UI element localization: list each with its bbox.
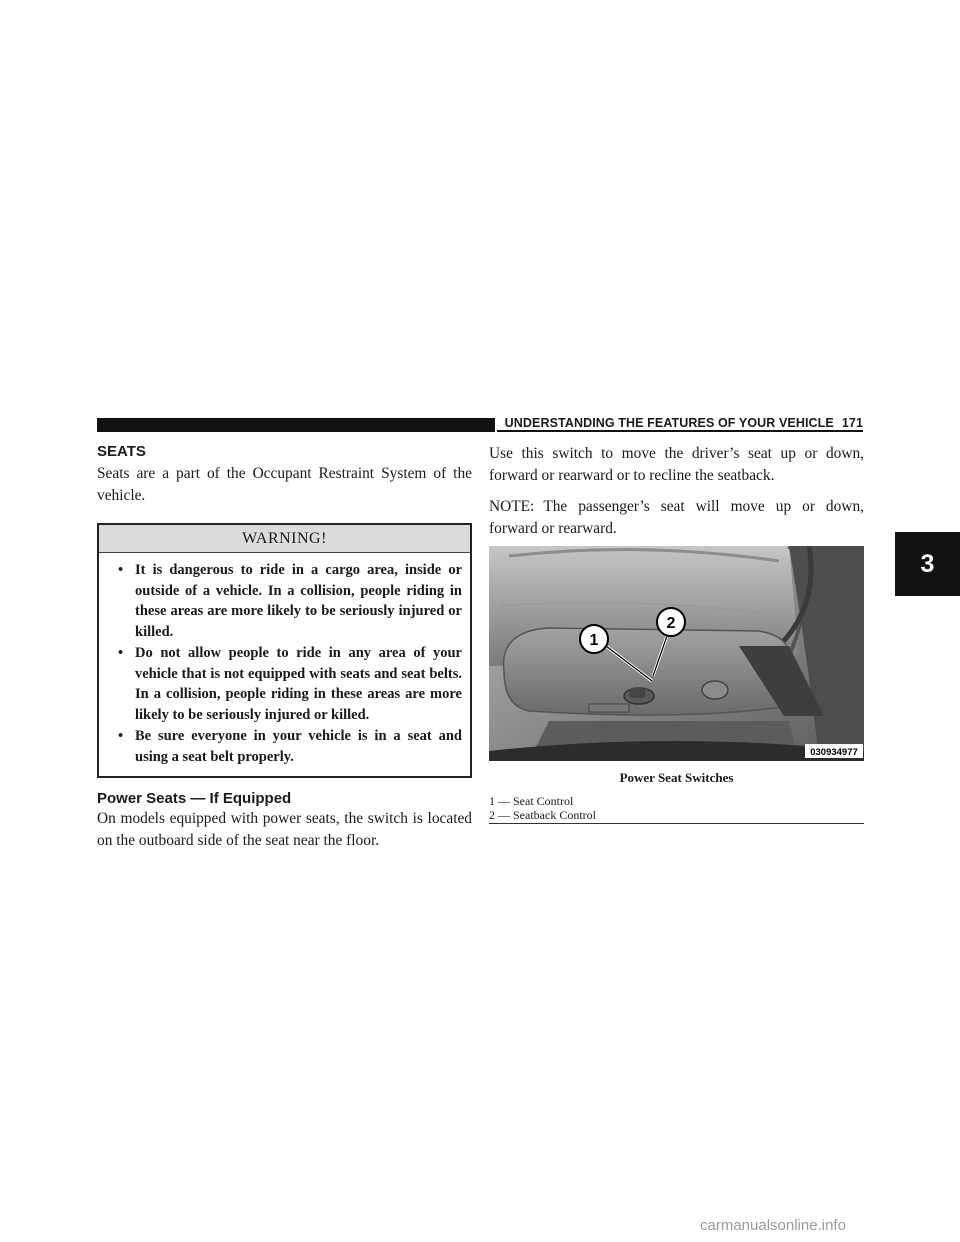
watermark: carmanualsonline.info — [700, 1217, 846, 1234]
warning-item: • It is dangerous to ride in a cargo area, inside or outside of a vehicle. In a collision, people riding in these areas are more likely to be seriously injured or killed. — [118, 562, 462, 640]
warning-item: • Do not allow people to ride in any area of your vehicle that is not equipped with seats and seat belts. In a collision, people riding in these areas are more likely to be seriously injured or killed. — [118, 645, 462, 723]
chapter-tab: 3 — [895, 532, 960, 596]
legend-item: 1 — Seat Control — [489, 794, 574, 808]
callout-2: 2 — [666, 615, 676, 632]
legend-item: 2 — Seatback Control — [489, 807, 596, 822]
warning-item: • Be sure everyone in your vehicle is in a seat and using a seat belt properly. — [118, 728, 462, 765]
seat-switch-photo — [489, 546, 864, 761]
seat-illustration — [489, 546, 864, 761]
power-seats-body-continued: Use this switch to move the driver’s seat up or down, forward or rearward or to recline the seatback. — [489, 445, 864, 484]
section-title: SEATS — [97, 443, 146, 460]
header-rule — [497, 430, 863, 432]
figure-legend — [489, 795, 864, 824]
bullet-icon: • — [118, 645, 124, 661]
power-seats-body: On models equipped with power seats, the switch is located on the outboard side of the seat near the floor. — [97, 810, 472, 849]
warning-title: WARNING! — [99, 525, 470, 553]
note-text: The passenger’s seat will move up or down, forward or rearward. — [489, 498, 864, 537]
page-number: 171 — [841, 416, 863, 430]
left-column — [97, 443, 472, 851]
image-code: 030934977 — [810, 747, 858, 758]
right-column — [489, 443, 864, 824]
warning-box — [97, 523, 472, 778]
warning-list — [99, 553, 470, 776]
figure-caption: Power Seat Switches — [619, 770, 734, 785]
note-label: NOTE: — [489, 498, 535, 515]
note-paragraph — [489, 496, 864, 539]
section-intro: Seats are a part of the Occupant Restraint System of the vehicle. — [97, 465, 472, 504]
bullet-icon: • — [118, 728, 124, 744]
callout-1: 1 — [589, 632, 599, 649]
header-title: UNDERSTANDING THE FEATURES OF YOUR VEHICLE — [504, 416, 834, 430]
running-header — [500, 416, 863, 430]
bullet-icon: • — [118, 562, 124, 578]
header-bar — [97, 418, 495, 432]
subsection-title: Power Seats — If Equipped — [97, 790, 292, 807]
